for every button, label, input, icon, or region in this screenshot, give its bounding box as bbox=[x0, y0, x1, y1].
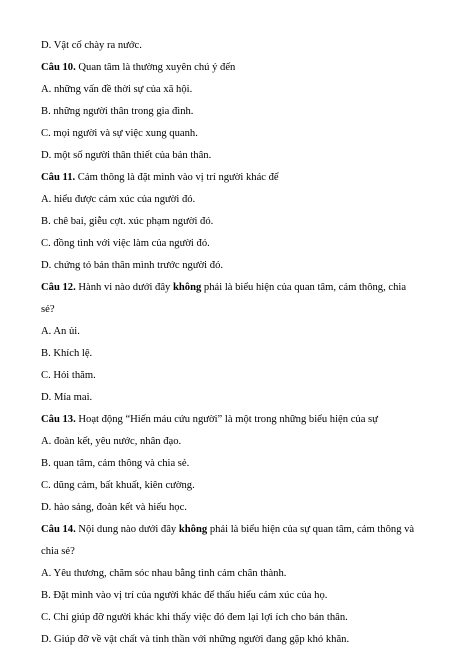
question-stem bbox=[41, 413, 421, 426]
question-stem-text: phải là biểu hiện của quan tâm, cảm thông, chia bbox=[201, 282, 407, 293]
option-c: C. Chỉ giúp đỡ người khác khi thấy việc đó đem lại lợi ích cho bản thân. bbox=[41, 612, 348, 623]
option-a: A. Yêu thương, chăm sóc nhau bằng tình cảm chân thành. bbox=[41, 568, 287, 579]
emphasis-text: không bbox=[178, 524, 208, 535]
option-b: B. chê bai, giễu cợt. xúc phạm người đó. bbox=[41, 216, 214, 227]
question-10 bbox=[41, 61, 421, 162]
option-d: D. chứng tỏ bản thân mình trước người đó. bbox=[41, 260, 224, 271]
question-13 bbox=[41, 413, 421, 514]
option-a: A. An ủi. bbox=[41, 326, 80, 337]
question-stem-continuation: sẻ? bbox=[41, 304, 55, 315]
option-b: B. Đặt mình vào vị trí của người khác để thấu hiểu cảm xúc của họ. bbox=[41, 590, 328, 601]
question-stem bbox=[41, 61, 421, 74]
option-d: D. hào sảng, đoàn kết và hiếu học. bbox=[41, 502, 187, 513]
question-label: Câu 12. bbox=[41, 282, 76, 293]
question-stem bbox=[41, 171, 421, 184]
emphasis-text: không bbox=[173, 282, 202, 293]
question-label: Câu 10. bbox=[41, 62, 76, 73]
option-c: C. dũng cảm, bất khuất, kiên cường. bbox=[41, 480, 195, 491]
question-11 bbox=[41, 171, 421, 272]
option-b: B. những người thân trong gia đình. bbox=[41, 106, 194, 117]
option-d: D. Giúp đỡ về vật chất và tinh thần với những người đang gặp khó khăn. bbox=[41, 634, 350, 645]
option-a: A. đoàn kết, yêu nước, nhân đạo. bbox=[41, 436, 182, 447]
question-stem-text: phải là biểu hiện của sự quan tâm, cảm thông và bbox=[207, 524, 415, 535]
question-stem bbox=[41, 523, 421, 536]
question-stem-continuation: chia sẻ? bbox=[41, 546, 75, 557]
option-c: C. đồng tình với việc làm của người đó. bbox=[41, 238, 210, 249]
option-a: A. hiểu được cảm xúc của người đó. bbox=[41, 194, 196, 205]
question-14 bbox=[41, 523, 421, 646]
question-stem-text: Quan tâm là thường xuyên chú ý đến bbox=[75, 62, 236, 73]
document-page bbox=[41, 39, 421, 646]
question-stem-text: Cảm thông là đặt mình vào vị trí người khác để bbox=[75, 172, 279, 183]
option-a: A. những vấn đề thời sự của xã hội. bbox=[41, 84, 193, 95]
question-label: Câu 13. bbox=[41, 414, 76, 425]
option-c: C. Hỏi thăm. bbox=[41, 370, 96, 381]
question-stem bbox=[41, 281, 421, 294]
option-b: B. quan tâm, cảm thông và chia sẻ. bbox=[41, 458, 190, 469]
option-d: D. một số người thân thiết của bản thân. bbox=[41, 150, 212, 161]
question-label: Câu 14. bbox=[41, 524, 76, 535]
option-d: D. Mỉa mai. bbox=[41, 392, 93, 403]
question-label: Câu 11. bbox=[41, 172, 76, 183]
option-c: C. mọi người và sự việc xung quanh. bbox=[41, 128, 198, 139]
question-12 bbox=[41, 281, 421, 404]
question-stem-text: Hành vi nào dưới đây bbox=[75, 282, 173, 293]
option-text: D. Vật cố chày ra nước. bbox=[41, 40, 142, 51]
question-stem-text: Hoạt động “Hiến máu cứu người” là một trong những biểu hiện của sự bbox=[75, 414, 378, 425]
option-b: B. Khích lệ. bbox=[41, 348, 93, 359]
question-stem-text: Nội dung nào dưới đây bbox=[75, 524, 179, 535]
